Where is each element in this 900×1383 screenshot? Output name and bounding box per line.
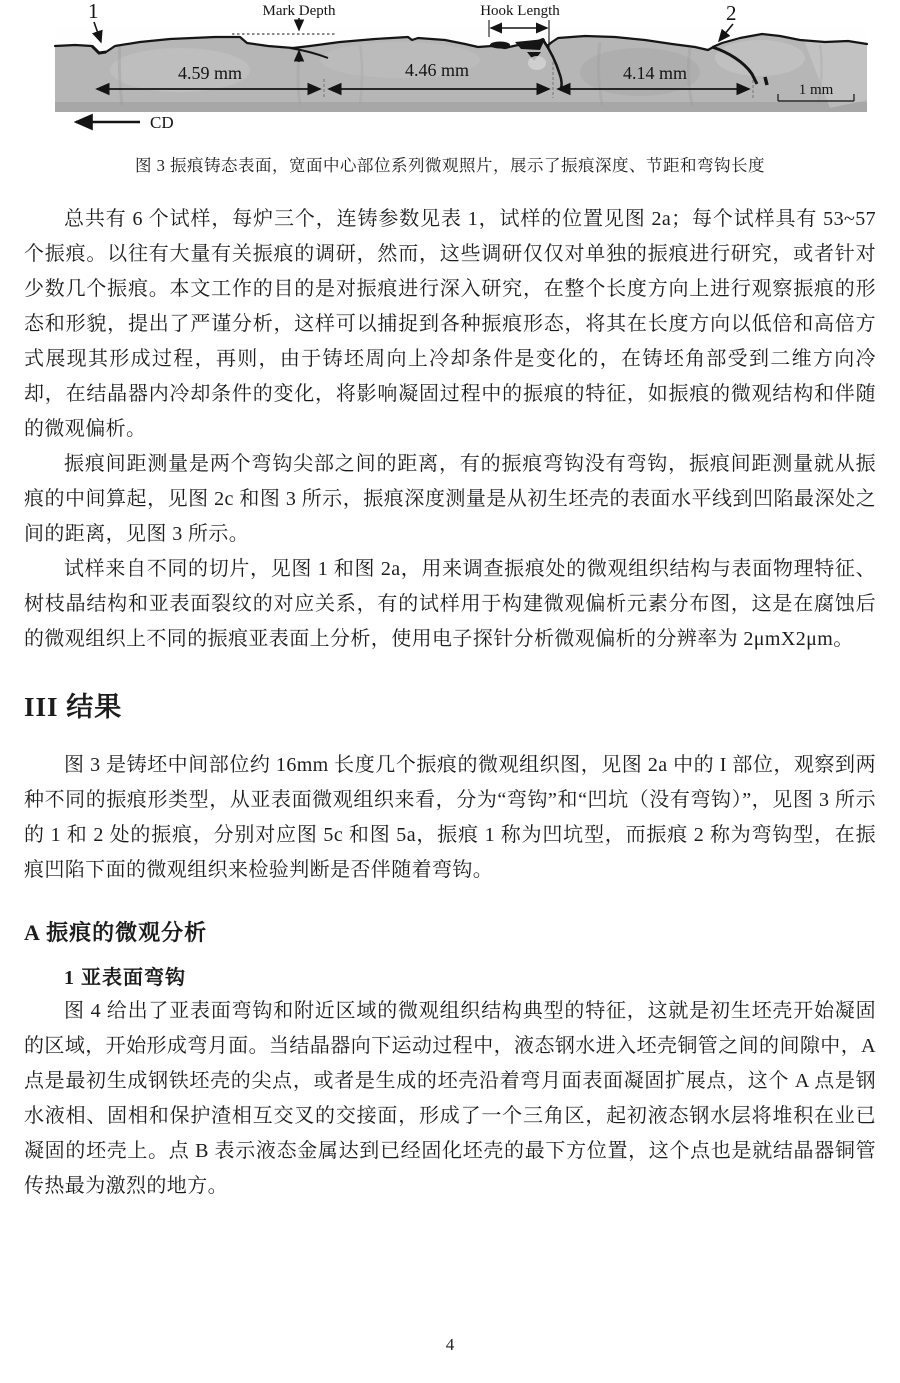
heading-micro-analysis: A 振痕的微观分析 (24, 920, 208, 945)
paragraph-results-overview: 图 3 是铸坯中间部位约 16mm 长度几个振痕的微观组织图，见图 2a 中的 I 部位，观察到两种不同的振痕形类型，从亚表面微观组织来看，分为“弯钩”和“凹坑（没有弯钩）”，见图 3 所示的 1 和 2 处的振痕，分别对应图 5c 和图 5a，振痕 1 称为凹坑型，而振痕 2 称为弯钩型，在振痕凹陷下面的微观组织来检验判断是否伴随着弯钩。 (24, 754, 876, 881)
figure-label-2: 2 (726, 1, 737, 25)
pitch-1-value: 4.59 mm (177, 63, 243, 83)
scale-bar-label: 1 mm (798, 82, 834, 98)
micrograph-image (0, 0, 900, 140)
hook-length-label: Hook Length (480, 3, 560, 19)
figure-3-micrograph (0, 0, 900, 140)
pitch-2-value: 4.46 mm (404, 60, 470, 80)
pitch-3-value: 4.14 mm (622, 63, 688, 83)
cd-label: CD (150, 113, 174, 132)
heading-subsurface-hook: 1 亚表面弯钩 (64, 967, 186, 989)
mark-depth-label: Mark Depth (262, 3, 336, 19)
heading-results: III 结果 (24, 692, 123, 722)
paragraph-subsurface-hook: 图 4 给出了亚表面弯钩和附近区域的微观组织结构典型的特征，这就是初生坯壳开始凝固的区域，开始形成弯月面。当结晶器向下运动过程中，液态钢水进入坯壳铜管之间的间隙中，A 点是最初生成钢铁坯壳的尖点，或者是生成的坯壳沿着弯月面表面凝固扩展点，这个 A 点是钢水液相、固相和保护渣相互交叉的交接面，形成了一个三角区，起初液态钢水层将堆积在业已凝固的坯壳上。点 B 表示液态金属达到已经固化坯壳的最下方位置，这个点也是就结晶器铜管传热最为激烈的地方。 (24, 1000, 876, 1197)
paragraph-pitch-measurement: 振痕间距测量是两个弯钩尖部之间的距离，有的振痕弯钩没有弯钩，振痕间距测量就从振痕的中间算起，见图 2c 和图 3 所示，振痕深度测量是从初生坯壳的表面水平线到凹陷最深处之间的距离，见图 3 所示。 (24, 453, 876, 545)
figure-label-1: 1 (88, 0, 99, 23)
figure-3-caption: 图 3 振痕铸态表面，宽面中心部位系列微观照片，展示了振痕深度、节距和弯钩长度 (135, 156, 765, 175)
document-body (24, 202, 876, 1204)
paragraph-samples: 总共有 6 个试样，每炉三个，连铸参数见表 1，试样的位置见图 2a；每个试样具有 53~57 个振痕。以往有大量有关振痕的调研，然而，这些调研仅仅对单独的振痕进行研究，或者针对少数几个振痕。本文工作的目的是对振痕进行深入研究，在整个长度方向上进行观察振痕的形态和形貌，提出了严谨分析，这样可以捕捉到各种振痕形态，将其在长度方向以低倍和高倍方式展现其形成过程，再则，由于铸坯周向上冷却条件是变化的，在铸坯角部受到二维方向冷却，在结晶器内冷却条件的变化，将影响凝固过程中的振痕的特征，如振痕的微观结构和伴随的微观偏析。 (24, 208, 876, 440)
page-number: 4 (445, 1335, 455, 1354)
paragraph-specimens: 试样来自不同的切片，见图 1 和图 2a，用来调查振痕处的微观组织结构与表面物理特征、树枝晶结构和亚表面裂纹的对应关系，有的试样用于构建微观偏析元素分布图，这是在腐蚀后的微观组织上不同的振痕亚表面上分析，使用电子探针分析微观偏析的分辨率为 2μmX2μm。 (24, 558, 876, 650)
casting-direction (76, 113, 174, 132)
